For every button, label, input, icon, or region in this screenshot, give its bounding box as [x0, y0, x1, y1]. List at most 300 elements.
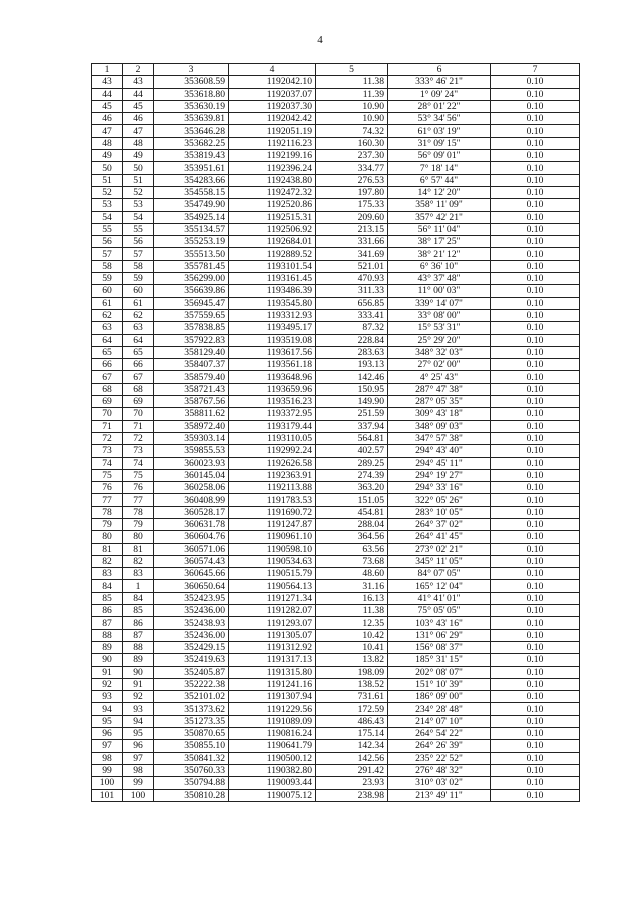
- table-row: [92, 445, 580, 457]
- row-index-cell: 56: [92, 236, 123, 248]
- point-number-cell: 79: [123, 518, 154, 530]
- bearing-cell: 14° 12' 20": [388, 186, 491, 198]
- y-coordinate-cell: 1193179.44: [229, 420, 316, 432]
- tolerance-cell: 0.10: [491, 125, 580, 137]
- point-number-cell: 43: [123, 76, 154, 88]
- length-cell: 175.14: [316, 728, 388, 740]
- x-coordinate-cell: 360645.66: [154, 568, 229, 580]
- row-index-cell: 92: [92, 678, 123, 690]
- tolerance-cell: 0.10: [491, 777, 580, 789]
- row-index-cell: 88: [92, 629, 123, 641]
- point-number-cell: 86: [123, 617, 154, 629]
- point-number-cell: 59: [123, 273, 154, 285]
- length-cell: 564.81: [316, 432, 388, 444]
- point-number-cell: 57: [123, 248, 154, 260]
- point-number-cell: 64: [123, 334, 154, 346]
- y-coordinate-cell: 1191307.94: [229, 691, 316, 703]
- tolerance-cell: 0.10: [491, 236, 580, 248]
- point-number-cell: 90: [123, 666, 154, 678]
- point-number-cell: 54: [123, 211, 154, 223]
- y-coordinate-cell: 1193372.95: [229, 408, 316, 420]
- bearing-cell: 38° 21' 12": [388, 248, 491, 260]
- table-row: [92, 359, 580, 371]
- length-cell: 138.52: [316, 678, 388, 690]
- row-index-cell: 86: [92, 605, 123, 617]
- column-header: 1: [92, 64, 123, 76]
- row-index-cell: 84: [92, 580, 123, 592]
- point-number-cell: 74: [123, 457, 154, 469]
- x-coordinate-cell: 353618.80: [154, 88, 229, 100]
- x-coordinate-cell: 358129.40: [154, 346, 229, 358]
- table-row: [92, 199, 580, 211]
- length-cell: 731.61: [316, 691, 388, 703]
- table-row: [92, 629, 580, 641]
- bearing-cell: 75° 05' 05": [388, 605, 491, 617]
- table-row: [92, 740, 580, 752]
- x-coordinate-cell: 356945.47: [154, 297, 229, 309]
- table-row: [92, 789, 580, 801]
- y-coordinate-cell: 1192051.19: [229, 125, 316, 137]
- bearing-cell: 264° 37' 02": [388, 518, 491, 530]
- row-index-cell: 60: [92, 285, 123, 297]
- point-number-cell: 45: [123, 100, 154, 112]
- y-coordinate-cell: 1191241.16: [229, 678, 316, 690]
- point-number-cell: 89: [123, 654, 154, 666]
- bearing-cell: 213° 49' 11": [388, 789, 491, 801]
- x-coordinate-cell: 357838.85: [154, 322, 229, 334]
- point-number-cell: 92: [123, 691, 154, 703]
- point-number-cell: 77: [123, 494, 154, 506]
- point-number-cell: 85: [123, 605, 154, 617]
- length-cell: 10.90: [316, 113, 388, 125]
- tolerance-cell: 0.10: [491, 518, 580, 530]
- y-coordinate-cell: 1193519.08: [229, 334, 316, 346]
- tolerance-cell: 0.10: [491, 359, 580, 371]
- bearing-cell: 357° 42' 21": [388, 211, 491, 223]
- length-cell: 172.59: [316, 703, 388, 715]
- length-cell: 142.56: [316, 752, 388, 764]
- length-cell: 288.04: [316, 518, 388, 530]
- table-row: [92, 568, 580, 580]
- bearing-cell: 38° 17' 25": [388, 236, 491, 248]
- length-cell: 63.56: [316, 543, 388, 555]
- y-coordinate-cell: 1191089.09: [229, 715, 316, 727]
- length-cell: 10.90: [316, 100, 388, 112]
- table-row: [92, 605, 580, 617]
- tolerance-cell: 0.10: [491, 654, 580, 666]
- table-row: [92, 346, 580, 358]
- tolerance-cell: 0.10: [491, 223, 580, 235]
- x-coordinate-cell: 354283.66: [154, 174, 229, 186]
- point-number-cell: 61: [123, 297, 154, 309]
- y-coordinate-cell: 1191229.56: [229, 703, 316, 715]
- length-cell: 48.60: [316, 568, 388, 580]
- table-row: [92, 113, 580, 125]
- point-number-cell: 93: [123, 703, 154, 715]
- tolerance-cell: 0.10: [491, 322, 580, 334]
- row-index-cell: 52: [92, 186, 123, 198]
- length-cell: 331.66: [316, 236, 388, 248]
- table-row: [92, 322, 580, 334]
- tolerance-cell: 0.10: [491, 297, 580, 309]
- table-row: [92, 309, 580, 321]
- table-row: [92, 371, 580, 383]
- tolerance-cell: 0.10: [491, 162, 580, 174]
- bearing-cell: 151° 10' 39": [388, 678, 491, 690]
- point-number-cell: 75: [123, 469, 154, 481]
- row-index-cell: 62: [92, 309, 123, 321]
- table-row: [92, 666, 580, 678]
- bearing-cell: 348° 09' 03": [388, 420, 491, 432]
- point-number-cell: 47: [123, 125, 154, 137]
- point-number-cell: 49: [123, 150, 154, 162]
- row-index-cell: 73: [92, 445, 123, 457]
- x-coordinate-cell: 354925.14: [154, 211, 229, 223]
- point-number-cell: 58: [123, 260, 154, 272]
- y-coordinate-cell: 1192506.92: [229, 223, 316, 235]
- bearing-cell: 131° 06' 29": [388, 629, 491, 641]
- point-number-cell: 80: [123, 531, 154, 543]
- length-cell: 364.56: [316, 531, 388, 543]
- x-coordinate-cell: 359855.53: [154, 445, 229, 457]
- table-row: [92, 396, 580, 408]
- x-coordinate-cell: 350794.88: [154, 777, 229, 789]
- length-cell: 251.59: [316, 408, 388, 420]
- tolerance-cell: 0.10: [491, 678, 580, 690]
- point-number-cell: 69: [123, 396, 154, 408]
- row-index-cell: 98: [92, 752, 123, 764]
- bearing-cell: 264° 26' 39": [388, 740, 491, 752]
- bearing-cell: 358° 11' 09": [388, 199, 491, 211]
- y-coordinate-cell: 1193561.18: [229, 359, 316, 371]
- column-header: 2: [123, 64, 154, 76]
- table-row: [92, 518, 580, 530]
- table-row: [92, 494, 580, 506]
- bearing-cell: 103° 43' 16": [388, 617, 491, 629]
- point-number-cell: 52: [123, 186, 154, 198]
- bearing-cell: 214° 07' 10": [388, 715, 491, 727]
- point-number-cell: 99: [123, 777, 154, 789]
- point-number-cell: 71: [123, 420, 154, 432]
- row-index-cell: 69: [92, 396, 123, 408]
- length-cell: 283.63: [316, 346, 388, 358]
- y-coordinate-cell: 1191690.72: [229, 506, 316, 518]
- bearing-cell: 165° 12' 04": [388, 580, 491, 592]
- row-index-cell: 79: [92, 518, 123, 530]
- table-row: [92, 555, 580, 567]
- table-row: [92, 420, 580, 432]
- y-coordinate-cell: 1193312.93: [229, 309, 316, 321]
- bearing-cell: 333° 46' 21": [388, 76, 491, 88]
- bearing-cell: 339° 14' 07": [388, 297, 491, 309]
- x-coordinate-cell: 360650.64: [154, 580, 229, 592]
- bearing-cell: 345° 11' 05": [388, 555, 491, 567]
- length-cell: 142.34: [316, 740, 388, 752]
- row-index-cell: 67: [92, 371, 123, 383]
- x-coordinate-cell: 360574.43: [154, 555, 229, 567]
- length-cell: 160.30: [316, 137, 388, 149]
- length-cell: 291.42: [316, 764, 388, 776]
- bearing-cell: 234° 28' 48": [388, 703, 491, 715]
- row-index-cell: 101: [92, 789, 123, 801]
- row-index-cell: 58: [92, 260, 123, 272]
- point-number-cell: 96: [123, 740, 154, 752]
- length-cell: 175.33: [316, 199, 388, 211]
- table-row: [92, 715, 580, 727]
- tolerance-cell: 0.10: [491, 334, 580, 346]
- length-cell: 11.38: [316, 605, 388, 617]
- length-cell: 197.80: [316, 186, 388, 198]
- table-row: [92, 248, 580, 260]
- length-cell: 213.15: [316, 223, 388, 235]
- table-row: [92, 408, 580, 420]
- table-row: [92, 531, 580, 543]
- point-number-cell: 56: [123, 236, 154, 248]
- bearing-cell: 294° 33' 16": [388, 482, 491, 494]
- tolerance-cell: 0.10: [491, 629, 580, 641]
- y-coordinate-cell: 1193110.05: [229, 432, 316, 444]
- x-coordinate-cell: 353639.81: [154, 113, 229, 125]
- y-coordinate-cell: 1192438.80: [229, 174, 316, 186]
- length-cell: 87.32: [316, 322, 388, 334]
- x-coordinate-cell: 358407.37: [154, 359, 229, 371]
- length-cell: 10.41: [316, 641, 388, 653]
- tolerance-cell: 0.10: [491, 309, 580, 321]
- table-row: [92, 654, 580, 666]
- length-cell: 341.69: [316, 248, 388, 260]
- length-cell: 10.42: [316, 629, 388, 641]
- x-coordinate-cell: 350855.10: [154, 740, 229, 752]
- table-row: [92, 334, 580, 346]
- table-row: [92, 137, 580, 149]
- length-cell: 209.60: [316, 211, 388, 223]
- length-cell: 289.25: [316, 457, 388, 469]
- tolerance-cell: 0.10: [491, 752, 580, 764]
- column-header: 7: [491, 64, 580, 76]
- tolerance-cell: 0.10: [491, 691, 580, 703]
- y-coordinate-cell: 1192992.24: [229, 445, 316, 457]
- length-cell: 237.30: [316, 150, 388, 162]
- row-index-cell: 94: [92, 703, 123, 715]
- row-index-cell: 45: [92, 100, 123, 112]
- y-coordinate-cell: 1192199.16: [229, 150, 316, 162]
- coordinates-table: [91, 63, 580, 802]
- tolerance-cell: 0.10: [491, 137, 580, 149]
- table-row: [92, 580, 580, 592]
- page-number: 4: [317, 34, 323, 46]
- point-number-cell: 51: [123, 174, 154, 186]
- row-index-cell: 91: [92, 666, 123, 678]
- y-coordinate-cell: 1191293.07: [229, 617, 316, 629]
- point-number-cell: 73: [123, 445, 154, 457]
- point-number-cell: 72: [123, 432, 154, 444]
- table-row: [92, 260, 580, 272]
- bearing-cell: 53° 34' 56": [388, 113, 491, 125]
- tolerance-cell: 0.10: [491, 150, 580, 162]
- point-number-cell: 67: [123, 371, 154, 383]
- point-number-cell: 94: [123, 715, 154, 727]
- x-coordinate-cell: 352222.38: [154, 678, 229, 690]
- tolerance-cell: 0.10: [491, 555, 580, 567]
- row-index-cell: 82: [92, 555, 123, 567]
- table-row: [92, 150, 580, 162]
- tolerance-cell: 0.10: [491, 396, 580, 408]
- y-coordinate-cell: 1193545.80: [229, 297, 316, 309]
- bearing-cell: 6° 57' 44": [388, 174, 491, 186]
- y-coordinate-cell: 1193486.39: [229, 285, 316, 297]
- x-coordinate-cell: 355513.50: [154, 248, 229, 260]
- length-cell: 193.13: [316, 359, 388, 371]
- length-cell: 149.90: [316, 396, 388, 408]
- bearing-cell: 276° 48' 32": [388, 764, 491, 776]
- x-coordinate-cell: 358811.62: [154, 408, 229, 420]
- bearing-cell: 56° 11' 04": [388, 223, 491, 235]
- length-cell: 142.46: [316, 371, 388, 383]
- x-coordinate-cell: 359303.14: [154, 432, 229, 444]
- point-number-cell: 91: [123, 678, 154, 690]
- bearing-cell: 273° 02' 21": [388, 543, 491, 555]
- bearing-cell: 202° 08' 07": [388, 666, 491, 678]
- x-coordinate-cell: 352438.93: [154, 617, 229, 629]
- length-cell: 73.68: [316, 555, 388, 567]
- table-row: [92, 273, 580, 285]
- y-coordinate-cell: 1190075.12: [229, 789, 316, 801]
- row-index-cell: 70: [92, 408, 123, 420]
- table-row: [92, 125, 580, 137]
- y-coordinate-cell: 1191247.87: [229, 518, 316, 530]
- table-row: [92, 728, 580, 740]
- tolerance-cell: 0.10: [491, 273, 580, 285]
- bearing-cell: 235° 22' 52": [388, 752, 491, 764]
- y-coordinate-cell: 1192520.86: [229, 199, 316, 211]
- y-coordinate-cell: 1190093.44: [229, 777, 316, 789]
- bearing-cell: 1° 09' 24": [388, 88, 491, 100]
- x-coordinate-cell: 351273.35: [154, 715, 229, 727]
- bearing-cell: 156° 08' 37": [388, 641, 491, 653]
- tolerance-cell: 0.10: [491, 174, 580, 186]
- point-number-cell: 62: [123, 309, 154, 321]
- x-coordinate-cell: 357559.65: [154, 309, 229, 321]
- point-number-cell: 78: [123, 506, 154, 518]
- x-coordinate-cell: 353682.25: [154, 137, 229, 149]
- y-coordinate-cell: 1190515.79: [229, 568, 316, 580]
- bearing-cell: 33° 08' 00": [388, 309, 491, 321]
- point-number-cell: 88: [123, 641, 154, 653]
- point-number-cell: 50: [123, 162, 154, 174]
- length-cell: 333.41: [316, 309, 388, 321]
- length-cell: 276.53: [316, 174, 388, 186]
- y-coordinate-cell: 1193617.56: [229, 346, 316, 358]
- y-coordinate-cell: 1190598.10: [229, 543, 316, 555]
- y-coordinate-cell: 1192037.30: [229, 100, 316, 112]
- table-row: [92, 211, 580, 223]
- length-cell: 74.32: [316, 125, 388, 137]
- tolerance-cell: 0.10: [491, 248, 580, 260]
- x-coordinate-cell: 360571.06: [154, 543, 229, 555]
- row-index-cell: 61: [92, 297, 123, 309]
- row-index-cell: 80: [92, 531, 123, 543]
- y-coordinate-cell: 1191282.07: [229, 605, 316, 617]
- table-row: [92, 777, 580, 789]
- tolerance-cell: 0.10: [491, 592, 580, 604]
- tolerance-cell: 0.10: [491, 113, 580, 125]
- row-index-cell: 65: [92, 346, 123, 358]
- bearing-cell: 6° 36' 10": [388, 260, 491, 272]
- x-coordinate-cell: 350870.65: [154, 728, 229, 740]
- tolerance-cell: 0.10: [491, 482, 580, 494]
- tolerance-cell: 0.10: [491, 703, 580, 715]
- x-coordinate-cell: 360528.17: [154, 506, 229, 518]
- length-cell: 311.33: [316, 285, 388, 297]
- y-coordinate-cell: 1192037.07: [229, 88, 316, 100]
- bearing-cell: 185° 31' 15": [388, 654, 491, 666]
- y-coordinate-cell: 1193161.45: [229, 273, 316, 285]
- bearing-cell: 61° 03' 19": [388, 125, 491, 137]
- row-index-cell: 90: [92, 654, 123, 666]
- x-coordinate-cell: 356639.86: [154, 285, 229, 297]
- x-coordinate-cell: 357922.83: [154, 334, 229, 346]
- tolerance-cell: 0.10: [491, 88, 580, 100]
- row-index-cell: 76: [92, 482, 123, 494]
- bearing-cell: 264° 41' 45": [388, 531, 491, 543]
- x-coordinate-cell: 353951.61: [154, 162, 229, 174]
- table-body: [92, 76, 580, 802]
- tolerance-cell: 0.10: [491, 420, 580, 432]
- y-coordinate-cell: 1191783.53: [229, 494, 316, 506]
- x-coordinate-cell: 355781.45: [154, 260, 229, 272]
- column-header: 6: [388, 64, 491, 76]
- tolerance-cell: 0.10: [491, 76, 580, 88]
- bearing-cell: 322° 05' 26": [388, 494, 491, 506]
- x-coordinate-cell: 360604.76: [154, 531, 229, 543]
- tolerance-cell: 0.10: [491, 789, 580, 801]
- tolerance-cell: 0.10: [491, 383, 580, 395]
- y-coordinate-cell: 1190641.79: [229, 740, 316, 752]
- point-number-cell: 95: [123, 728, 154, 740]
- y-coordinate-cell: 1192889.52: [229, 248, 316, 260]
- tolerance-cell: 0.10: [491, 617, 580, 629]
- bearing-cell: 84° 07' 05": [388, 568, 491, 580]
- bearing-cell: 11° 00' 03": [388, 285, 491, 297]
- table-row: [92, 678, 580, 690]
- x-coordinate-cell: 352429.15: [154, 641, 229, 653]
- row-index-cell: 96: [92, 728, 123, 740]
- table-row: [92, 162, 580, 174]
- row-index-cell: 51: [92, 174, 123, 186]
- point-number-cell: 1: [123, 580, 154, 592]
- y-coordinate-cell: 1191317.13: [229, 654, 316, 666]
- tolerance-cell: 0.10: [491, 469, 580, 481]
- row-index-cell: 55: [92, 223, 123, 235]
- table-row: [92, 186, 580, 198]
- row-index-cell: 64: [92, 334, 123, 346]
- point-number-cell: 63: [123, 322, 154, 334]
- row-index-cell: 46: [92, 113, 123, 125]
- x-coordinate-cell: 352101.02: [154, 691, 229, 703]
- table-row: [92, 506, 580, 518]
- table-row: [92, 223, 580, 235]
- row-index-cell: 63: [92, 322, 123, 334]
- y-coordinate-cell: 1191271.34: [229, 592, 316, 604]
- table-row: [92, 76, 580, 88]
- table-row: [92, 543, 580, 555]
- y-coordinate-cell: 1193648.96: [229, 371, 316, 383]
- row-index-cell: 54: [92, 211, 123, 223]
- x-coordinate-cell: 353646.28: [154, 125, 229, 137]
- row-index-cell: 49: [92, 150, 123, 162]
- tolerance-cell: 0.10: [491, 100, 580, 112]
- table-row: [92, 592, 580, 604]
